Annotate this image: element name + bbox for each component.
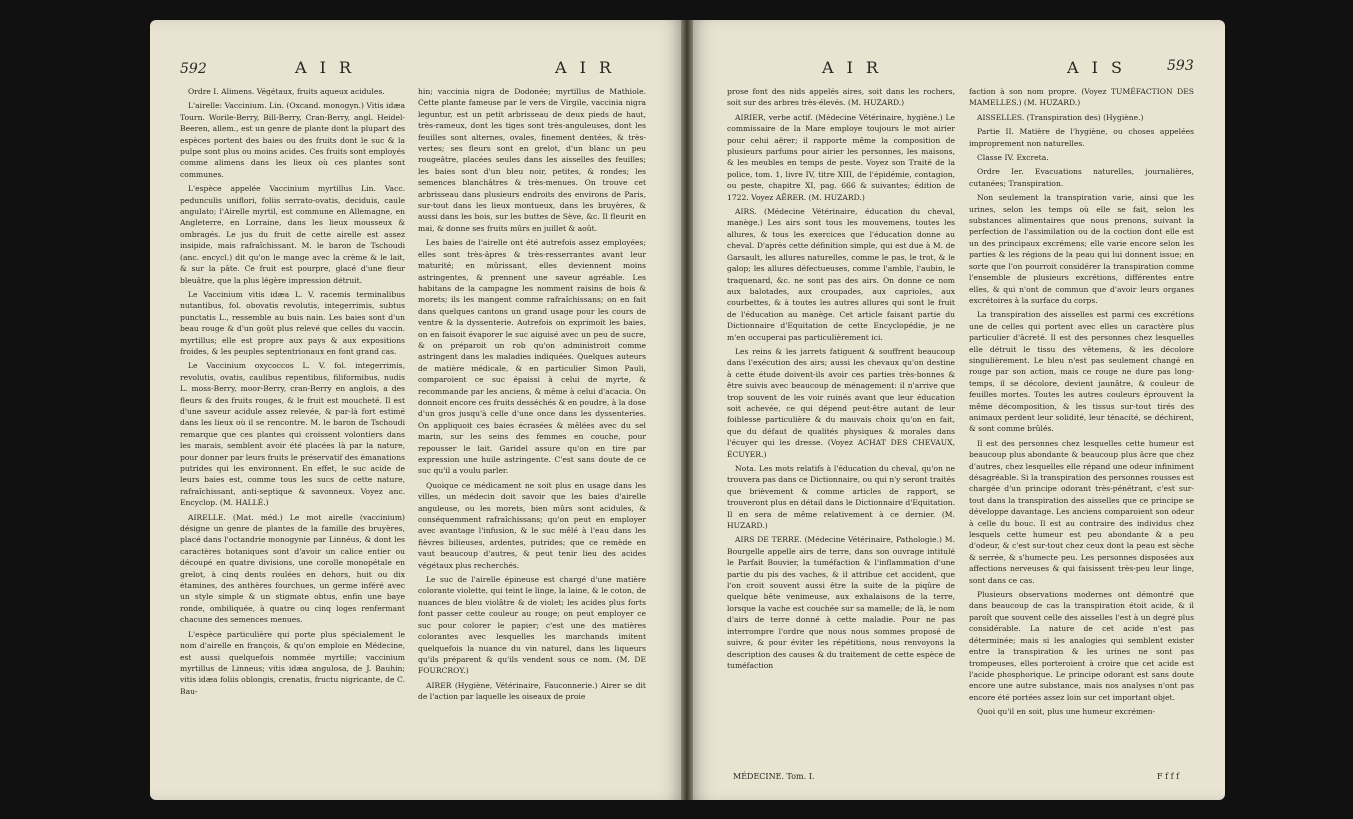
right-page-header bbox=[727, 58, 1197, 80]
book-gutter bbox=[681, 20, 693, 800]
right-running-head: A I S bbox=[1067, 58, 1127, 77]
paragraph: AIRS. (Médecine Vétérinaire, éducation du cheval, manège.) Les airs sont tous les mouvemens, toutes les allures, & tous les exercices que l'éducation donne au cheval. D'après cette définition simple, qui est due à M. de Garsault, les allures naturelles, comme le pas, le trot, & le galop; les allures défectueuses, comme l'amble, l'aubin, le traquenard, &c. ne sont pas des airs. On donne ce nom aux balotades, aux croupades, aux caprioles, aux courbettes, & à toutes les autres allures qui sont le fruit de l'éducation au manège. Cet article faisant partie du Dictionnaire d'Equitation de cette Encyclopédie, je ne m'en occuperai pas particulièrement ici. bbox=[727, 207, 955, 342]
open-book bbox=[150, 20, 1225, 800]
left-running-head: A I R bbox=[295, 58, 356, 77]
left-column-2 bbox=[418, 86, 646, 706]
paragraph: Le Vaccinium oxycoccos L. V. fol. integerrimis, revolutis, ovatis, caulibus repentibus, filiformibus, nudis L. moss-Berry, moor-Berry, cran-Berry en anglois, a des fleurs & des fruits rouges, & le fruit est moucheté. Il est d'une saveur acidule assez relevée, & par-là fort estimé dans les lieux où il se rencontre. M. le baron de Tschoudi remarque que ces plantes qui croissent volontiers dans les marais, semblent avoir été placées là par la nature, pour donner par leurs fruits le préservatif des émanations putrides qui les environnent. En effet, le suc acide de leurs baies est, comme tous les sucs de cette nature, rafraîchissant, anti-septique & savonneux. Voyez anc. Encyclop. (M. HALLÉ.) bbox=[180, 361, 405, 508]
right-column-1 bbox=[727, 86, 955, 674]
paragraph: Plusieurs observations modernes ont démontré que dans beaucoup de cas la transpiration étoit acide, & il paroît que souvent celle des aisselles l'est à un degré plus considérable. La nature de cet acide n'est pas déterminée; mais si les analogies qui semblent exister entre la transpiration & les urines ne sont pas trompeuses, elles porteroient à croire que cet acide est l'acide phosphorique. Le principe odorant est sans doute encore une autre substance, mais nos analyses n'ont pas encore été portées assez loin sur cet important objet. bbox=[969, 590, 1194, 702]
paragraph: Nota. Les mots relatifs à l'éducation du cheval, qu'on ne trouvera pas dans ce Dictionnaire, ou qui n'y seront traités que brièvement & comme articles de rapport, se trouveront plus en détail dans le Dictionnaire d'Equitation. Il en sera de même relativement à ce dernier. (M. HUZARD.) bbox=[727, 464, 955, 531]
paragraph: L'espèce appelée Vaccinium myrtillus Lin. Vacc. pedunculis uniflori, foliis serrato-ovatis, deciduis, caule angulato; l'Airelle myrtil, est commune en Allemagne, en Angleterre, en Lorraine, dans les lieux mousseux & ombragés. Le jus du fruit de cette airelle est assez insipide, mais rafraîchissant. M. le baron de Tschoudi (anc. encycl.) dit qu'on le mange avec la crème & le lait, & sur la pâte. Ce fruit est pourpre, glacé d'une fleur bleuâtre, que la plus légère impression détruit. bbox=[180, 184, 405, 285]
right-page bbox=[687, 20, 1225, 800]
paragraph: AIRELLE. (Mat. méd.) Le mot airelle (vaccinium) désigne un genre de plantes de la famille des bruyères, placé dans l'octandrie monogynie par Linnéus, & dont les caractères botaniques sont d'avoir un calice entier ou découpé en quatre divisions, une corolle monopétale en grelot, à cinq dents roulées en dehors, huit ou dix étamines, des anthères fourchues, un germe inféré avec un style simple & un stigmate obtus, enfin une baye ronde, ombiliquée, à quatre ou cinq loges renfermant chacune des semences menues. bbox=[180, 512, 405, 625]
paragraph: faction à son nom propre. (Voyez TUMÉFACTION DES MAMELLES.) (M. HUZARD.) bbox=[969, 87, 1194, 108]
left-page-number: 592 bbox=[180, 61, 207, 77]
paragraph: Il est des personnes chez lesquelles cette humeur est beaucoup plus abondante & beaucoup plus âcre que chez d'autres, chez lesquelles elle répand une odeur infiniment désagréable. Si la transpiration des personnes rousses est chargée d'un principe odorant très-pénétrant, c'est sur-tout dans la transpiration des aisselles que ce principe se développe davantage. Les anciens comparoient son odeur à celle du bouc. Il est au contraire des individus chez lesquels cette humeur est peu abondante & a peu d'odeur, & c'est sur-tout chez ceux dont la peau est sèche & serrée, & s'humecte peu. Les personnes disposées aux affections nerveuses & qui faisissent très-peu leur linge, sont dans ce cas. bbox=[969, 438, 1194, 585]
paragraph: hin; vaccinia nigra de Dodonée; myrtillus de Mathiole. Cette plante fameuse par le vers de Virgile, vaccinia nigra leguntur, est un petit arbrisseau de deux pieds de haut, très-rameux, dont les tiges sont très-anguleuses, dont les feuilles sont alternes, ovales, finement dentées, & très-vertes; ses fleurs sont en grelot, d'un blanc un peu rougeâtre, placées seules dans les aisselles des feuilles; les baies sont d'un bleu noir, petites, & rondes; les semences blanchâtres & très-menues. On trouve cet arbrisseau dans plusieurs endroits des environs de Paris, sur-tout dans les lieux montueux, dans les bruyères, & aussi dans les bois, sur les buttes de Sève, &c. Il fleurit en mai, & donne ses fruits mûrs en juillet & août. bbox=[418, 87, 646, 233]
paragraph: Non seulement la transpiration varie, ainsi que les urines, selon les temps où elle se fait, selon les substances alimentaires que nous prenons, suivant la perfection de l'assimilation ou de la coction dont elle est un des principaux excrémens; elle varie encore selon les parties & les régions de la peau qui lui donnent issue; en sorte que l'on pourroit considérer la transpiration comme l'ensemble de plusieurs excrétions, différentes entre elles, & qui n'ont de commun que d'avoir leurs organes excrétoires à la surface du corps. bbox=[969, 193, 1194, 305]
right-page-number: 593 bbox=[1167, 58, 1194, 74]
paragraph: AIRER (Hygiène, Vétérinaire, Fauconnerie.) Airer se dit de l'action par laquelle les oiseaux de proie bbox=[418, 680, 646, 702]
right-inner-head: A I R bbox=[822, 58, 883, 77]
paragraph: Ordre I. Alimens. Végétaux, fruits aqueux acidules. bbox=[188, 87, 385, 96]
paragraph: Les reins & les jarrets fatiguent & souffrent beaucoup dans l'exécution des airs; aussi les chevaux qu'on destine à cette étude doivent-ils avoir ces parties très-bonnes & être suivis avec beaucoup de ménagement: il n'arrive que trop souvent de les voir ruinés avant que leur éducation soit achevée, ce qui dépend peut-être autant de leur foiblesse particulière & du mauvais choix qu'on en fait, que du défaut de qualités physiques & morales dans l'écuyer qui les dresse. (Voyez ACHAT DES CHEVAUX, ÉCUYER.) bbox=[727, 346, 955, 459]
paragraph: L'airelle: Vaccinium. Lin. (Oxcand. monogyn.) Vitis idæa Tourn. Worile-Berry, Bill-Berry, Cran-Berry, angl. Heidel-Beeren, allem., est un genre de plante dont la plupart des espèces portent des baies ou des fruits dont le suc & la pulpe sont plus ou moins acides. Ces fruits sont employés comme alimens dans les lieux où ces plantes sont communes. bbox=[180, 101, 405, 179]
paragraph: Classe IV. Excreta. bbox=[977, 153, 1049, 163]
paragraph: AISSELLES. (Transpiration des) (Hygiène.) bbox=[977, 112, 1144, 122]
paragraph: Le suc de l'airelle épineuse est chargé d'une matière colorante violette, qui teint le linge, la laine, & le coton, de nuances de bleu violâtre & de violet; les acides plus forts font passer cette couleur au rouge; on peut employer ce suc pour colorer le papier; c'est une des matières colorantes avec lesquelles les marchands imitent quelquefois la nuance du vin naturel, dans les liqueurs qu'ils préparent & qu'ils vendent sous ce nom. (M. DE FOURCROY.) bbox=[418, 575, 646, 676]
paragraph: Quoique ce médicament ne soit plus en usage dans les villes, un médecin doit savoir que les baies d'airelle anguleuse, ou les morets, bien mûrs sont acidules, & conséquemment rafraîchissans; qu'on peut en employer avec avantage l'infusion, & le suc mêlé à l'eau dans les fièvres bilieuses, ardentes, putrides; que ce remède en vaut beaucoup d'autres, & peut tenir lieu des acides végétaux plus recherchés. bbox=[418, 480, 646, 570]
paragraph: L'espèce particulière qui porte plus spécialement le nom d'airelle en françois, & qu'on emploie en Médecine, est aussi quelquefois nommée myrtille; vaccinium myrtillus de Linneus; vitis idæa angulosa, de J. Bauhin; vitis idæa foliis oblongis, crenatis, fructu nigricante, de C. Bau- bbox=[180, 629, 405, 696]
left-page-header bbox=[180, 58, 650, 80]
left-inner-head: A I R bbox=[555, 58, 616, 77]
right-column-2 bbox=[969, 86, 1194, 721]
paragraph: Les baies de l'airelle ont été autrefois assez employées; elles sont très-âpres & très-resserrantes avant leur maturité; en mûrissant, elles deviennent moins astringentes, & prennent une saveur agréable. Les habitans de la campagne les nomment raisins de bois & morets; ils les mangent comme rafraîchissans; on en fait dans quelques cantons un grand usage pour les cours de ventre & la dyssenterie. Autrefois on exprimoit les baies, on en faisoit évaporer le suc aiguisé avec un peu de sucre, & on préparoit un rob qu'on administroit comme astringent dans les maladies indiquées. Quelques auteurs de matière médicale, & en particulier Simon Pauli, comparoient ce suc épaissi à celui de myrte, & recommande par les anciens, & même à celui d'acacia. On donnoit encore ces fruits desséchés & en poudre, à la dose d'un gros jusqu'à celle d'une once dans les dyssenteries. On appliquoit ces baies écrasées & mêlées avec du sel marin, sur les seins des femmes en couche, pour repousser le lait. Garidel assure qu'on en tire par expression une huile astringente. C'est sans doute de ce suc qu'il a voulu parler. bbox=[418, 238, 646, 476]
paragraph: prose font des nids appelés aires, soit dans les rochers, soit sur des arbres très-élevés. (M. HUZARD.) bbox=[727, 87, 955, 108]
paragraph: AIRIER, verbe actif. (Médecine Vétérinaire, hygiène.) Le commissaire de la Mare employe toujours le mot airier pour celui aërer; il rapporte même la composition de plusieurs parfums pour airier les personnes, les maisons, & les meubles en temps de peste. Voyez son Traité de la police, tom. 1, livre IV, titre XIII, de l'épidémie, contagion, ou peste, chapitre XI, pag. 666 & suivantes; édition de 1722. Voyez AËRER. (M. HUZARD.) bbox=[727, 112, 955, 202]
paragraph: Partie II. Matière de l'hygiène, ou choses appelées improprement non naturelles. bbox=[969, 127, 1194, 148]
footer-signature: MÉDECINE. Tom. I. bbox=[733, 772, 815, 781]
paragraph: Le Vaccinium vitis idæa L. V. racemis terminalibus nutantibus, fol. obovatis revolutis, integerrimis, subtus punctatis L., ressemble au buis nain. Les baies sont d'un beau rouge & d'un goût plus relevé que celles du vaccin. myrtillus; elle est propre aux pays & aux expositions froides, & les peuples septentrionaux en font grand cas. bbox=[180, 289, 405, 356]
paragraph: Ordre Ier. Evacuations naturelles, journalières, cutanées; Transpiration. bbox=[969, 167, 1194, 188]
left-page bbox=[150, 20, 687, 800]
footer-gathering-mark: F f f f bbox=[1157, 772, 1180, 781]
paragraph: La transpiration des aisselles est parmi ces excrétions une de celles qui portent avec elles un caractère plus particulier d'âcreté. Il est des personnes chez lesquelles elle détruit le tissu des vêtemens, & les décolore singulièrement. Le bleu n'est pas seulement changé en rouge par son action, mais ce rouge ne dure pas long-temps, il se décolore, devient jaunâtre, & couleur de feuilles mortes. Toutes les autres couleurs éprouvent la même décomposition, & les tissus sur-tout tirés des animaux perdent leur solidité, leur ténacité, se déchirent, & sont comme brûlés. bbox=[969, 310, 1194, 434]
paragraph: AIRS DE TERRE. (Médecine Vétérinaire, Pathologie.) M. Bourgelle appelle airs de terre, dans son ouvrage intitulé le Parfait Bouvier, la tuméfaction & l'inflammation d'une partie du pis des vaches, & il attribue cet accident, que l'on croit souvent aussi être la suite de la piqûre de quelque bête venimeuse, aux exhalaisons de la terre, lorsque la vache est couchée sur sa mamelle; de là, le nom d'airs de terre donné à cette maladie. Pour ne pas interrompre l'ordre que nous nous sommes proposé de suivre, & pour éviter les répétitions, nous renvoyons la description des causes & du traitement de cette espèce de tuméfaction bbox=[727, 535, 955, 670]
paragraph: Quoi qu'il en soit, plus une humeur excrémen- bbox=[977, 707, 1156, 717]
left-column-1 bbox=[180, 86, 405, 700]
